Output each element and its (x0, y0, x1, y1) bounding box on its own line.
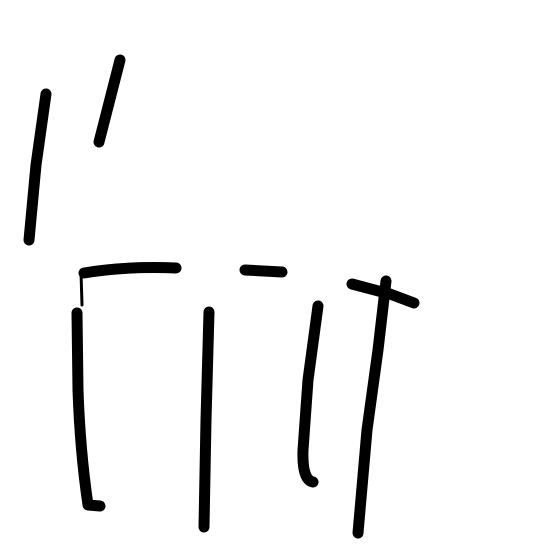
stroke-top-left-slant (29, 94, 46, 240)
stroke-left-hook (77, 313, 100, 506)
stroke-short-tick (99, 60, 120, 142)
stroke-top-bar (84, 268, 176, 273)
stroke-right-hook (303, 306, 318, 482)
stroke-dash (245, 270, 282, 272)
stroke-center-vertical (204, 312, 209, 527)
stroke-cross-vertical (358, 281, 386, 533)
